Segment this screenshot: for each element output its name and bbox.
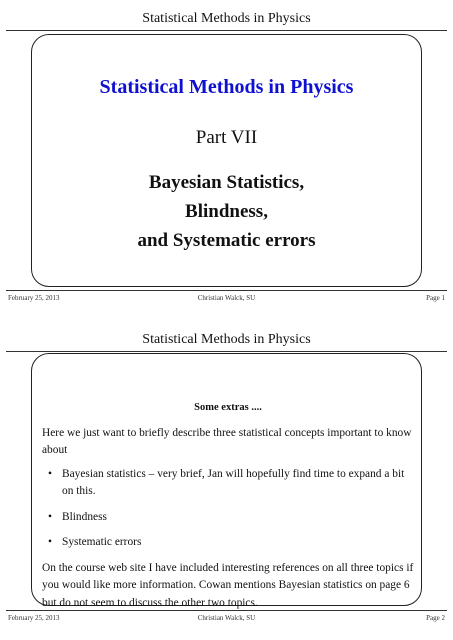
footer-rule	[6, 610, 447, 611]
footer	[8, 614, 445, 626]
subtitle-line: Bayesian Statistics,	[148, 172, 305, 193]
bullet-icon: •	[48, 467, 52, 480]
bullet-icon: •	[48, 536, 52, 548]
list-item	[42, 534, 414, 552]
footer-date: February 25, 2013	[8, 294, 60, 302]
list-item-text: Systematic errors	[62, 536, 142, 548]
running-header: Statistical Methods in Physics	[142, 332, 311, 347]
list-item-text: Blindness	[62, 510, 107, 523]
slide-title: Statistical Methods in Physics	[99, 76, 354, 98]
footer-author: Christian Walck, SU	[197, 294, 256, 302]
footer-rule	[6, 290, 447, 291]
slide-subtitle	[31, 168, 422, 255]
list-item	[42, 509, 414, 527]
slide-content	[42, 399, 414, 612]
bullet-list	[42, 466, 414, 552]
intro-paragraph: Here we just want to briefly describe three statistical concepts important to know about	[42, 426, 412, 456]
header-rule	[6, 30, 447, 31]
list-item	[42, 466, 414, 501]
list-item-text: Bayesian statistics – very brief, Jan will hopefully find time to expand a bit on this.	[62, 467, 405, 497]
part-label: Part VII	[195, 127, 258, 148]
footer-author: Christian Walck, SU	[197, 614, 256, 622]
footer-page-number: Page 1	[426, 294, 445, 302]
section-heading: Some extras ....	[194, 402, 262, 413]
subtitle-line: and Systematic errors	[137, 230, 316, 251]
running-header: Statistical Methods in Physics	[142, 11, 311, 26]
closing-paragraph: On the course web site I have included interesting references on all three topics if you would like more information. Cowan mentions Bayesian statistics on page 6 but do not seem to discuss the other two topics.	[42, 561, 414, 609]
footer-date: February 25, 2013	[8, 614, 60, 622]
subtitle-line: Blindness,	[185, 201, 268, 222]
slide-2	[0, 320, 453, 640]
footer	[8, 294, 445, 306]
bullet-icon: •	[48, 510, 52, 523]
footer-page-number: Page 2	[426, 614, 445, 622]
header-rule	[6, 351, 447, 352]
